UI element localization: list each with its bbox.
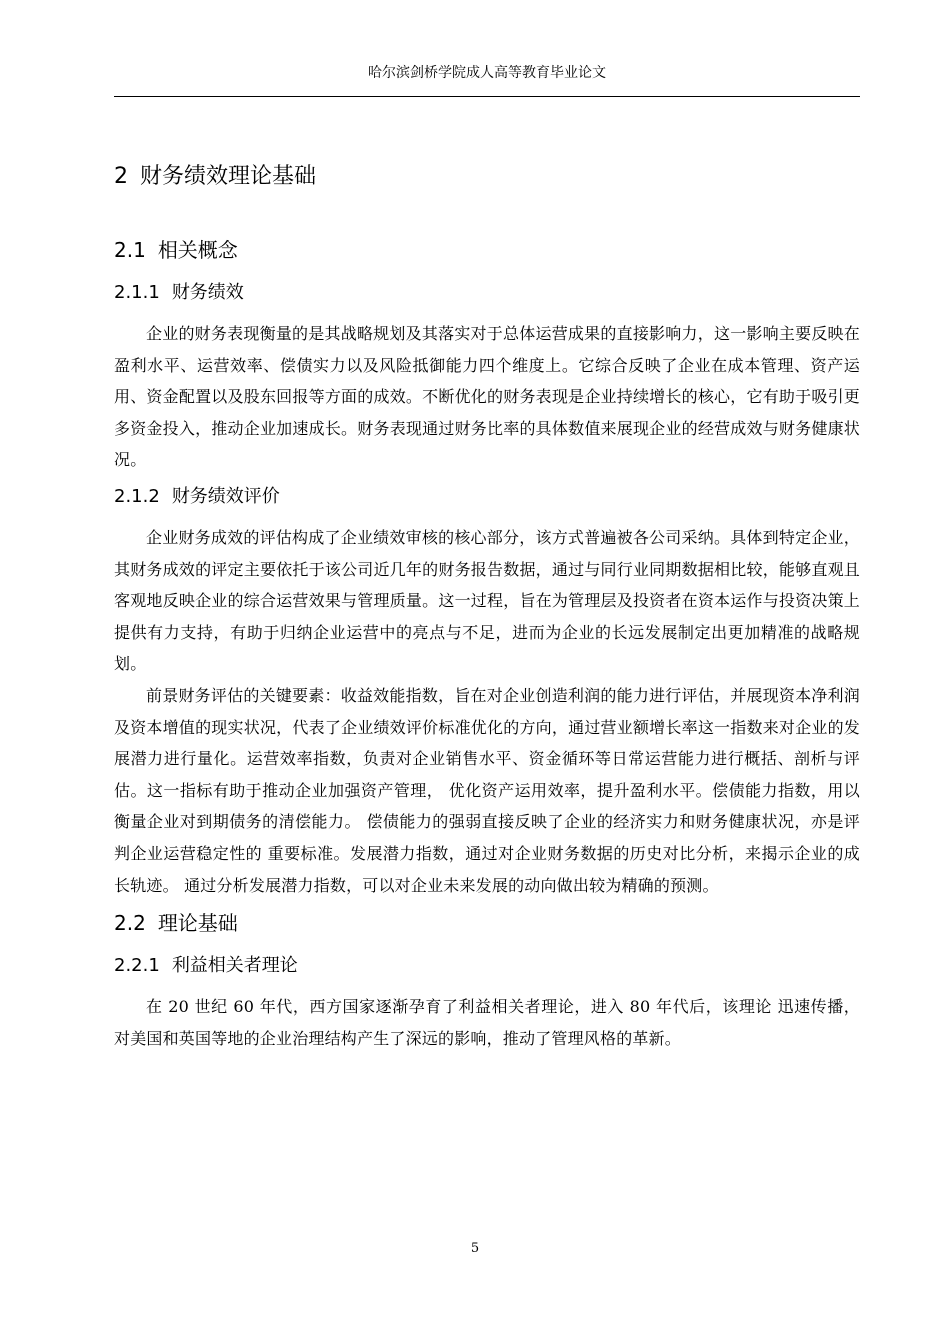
subsection-heading-2-1-2 [114, 484, 860, 510]
page-number: 5 [470, 1241, 480, 1256]
paragraph: 企业的财务表现衡量的是其战略规划及其落实对于总体运营成果的直接影响力，这一影响主要反映在盈利水平、运营效率、偿债实力以及风险抵御能力四个维度上。它综合反映了企业在成本管理、资产运用、资金配置以及股东回报等方面的成效。不断优化的财务表现是企业持续增长的核心，它有助于吸引更多资金投入，推动企业加速成长。财务表现通过财务比率的具体数值来展现企业的经营成效与财务健康状况。 [114, 324, 860, 470]
section-heading-2-1 [114, 236, 860, 264]
section-heading-2-2 [114, 909, 860, 937]
subsection-title: 财务绩效 [171, 282, 244, 303]
header-rule [114, 96, 860, 97]
paragraph: 在 20 世纪 60 年代，西方国家逐渐孕育了利益相关者理论，进入 80 年代后，该理论 迅速传播，对美国和英国等地的企业治理结构产生了深远的影响，推动了管理风格的革新。 [114, 997, 860, 1048]
subsection-title: 利益相关者理论 [171, 955, 298, 977]
paragraph: 企业财务成效的评估构成了企业绩效审核的核心部分，该方式普遍被各公司采纳。具体到特定企业，其财务成效的评定主要依托于该公司近几年的财务报告数据，通过与同行业同期数据相比较，能够直观且客观地反映企业的综合运营效果与管理质量。这一过程，旨在为管理层及投资者在资本运作与投资决策上提供有力支持，有助于归纳企业运营中的亮点与不足，进而为企业的长远发展制定出更加精准的战略规划。 [114, 527, 860, 674]
section-title: 相关概念 [157, 238, 238, 262]
subsection-heading-2-1-1 [114, 280, 860, 306]
chapter-number: 2 [114, 164, 128, 189]
page-body [114, 150, 860, 1054]
subsection-number: 2.1.2 [114, 485, 160, 507]
running-header: 哈尔滨剑桥学院成人高等教育毕业论文 [368, 65, 606, 81]
section-title: 理论基础 [157, 911, 238, 936]
subsection-number: 2.1.1 [114, 282, 160, 303]
chapter-heading [114, 162, 860, 192]
subsection-number: 2.2.1 [114, 955, 160, 977]
section-number: 2.2 [114, 911, 146, 936]
paragraph: 前景财务评估的关键要素：收益效能指数，旨在对企业创造利润的能力进行评估，并展现资本净利润及资本增值的现实状况，代表了企业绩效评价标准优化的方向，通过营业额增长率这一指数来对企业的发展潜力进行量化。运营效率指数，负责对企业销售水平、资金循环等日常运营能力进行概括、剖析与评估。这一指标有助于推动企业加强资产管理， 优化资产运用效率，提升盈利水平。偿债能力指数，用以衡量企业对到期债务的清偿能力。 偿债能力的强弱直接反映了企业的经济实力和财务健康状况，亦是评判企业运营稳定性的 重要标准。发展潜力指数，通过对企业财务数据的历史对比分析，来揭示企业的成长轨迹。 通过分析发展潜力指数，可以对企业未来发展的动向做出较为精确的预测。 [114, 685, 860, 895]
subsection-heading-2-2-1 [114, 953, 860, 979]
subsection-title: 财务绩效评价 [171, 485, 280, 507]
section-number: 2.1 [114, 238, 146, 262]
chapter-title: 财务绩效理论基础 [140, 164, 317, 189]
